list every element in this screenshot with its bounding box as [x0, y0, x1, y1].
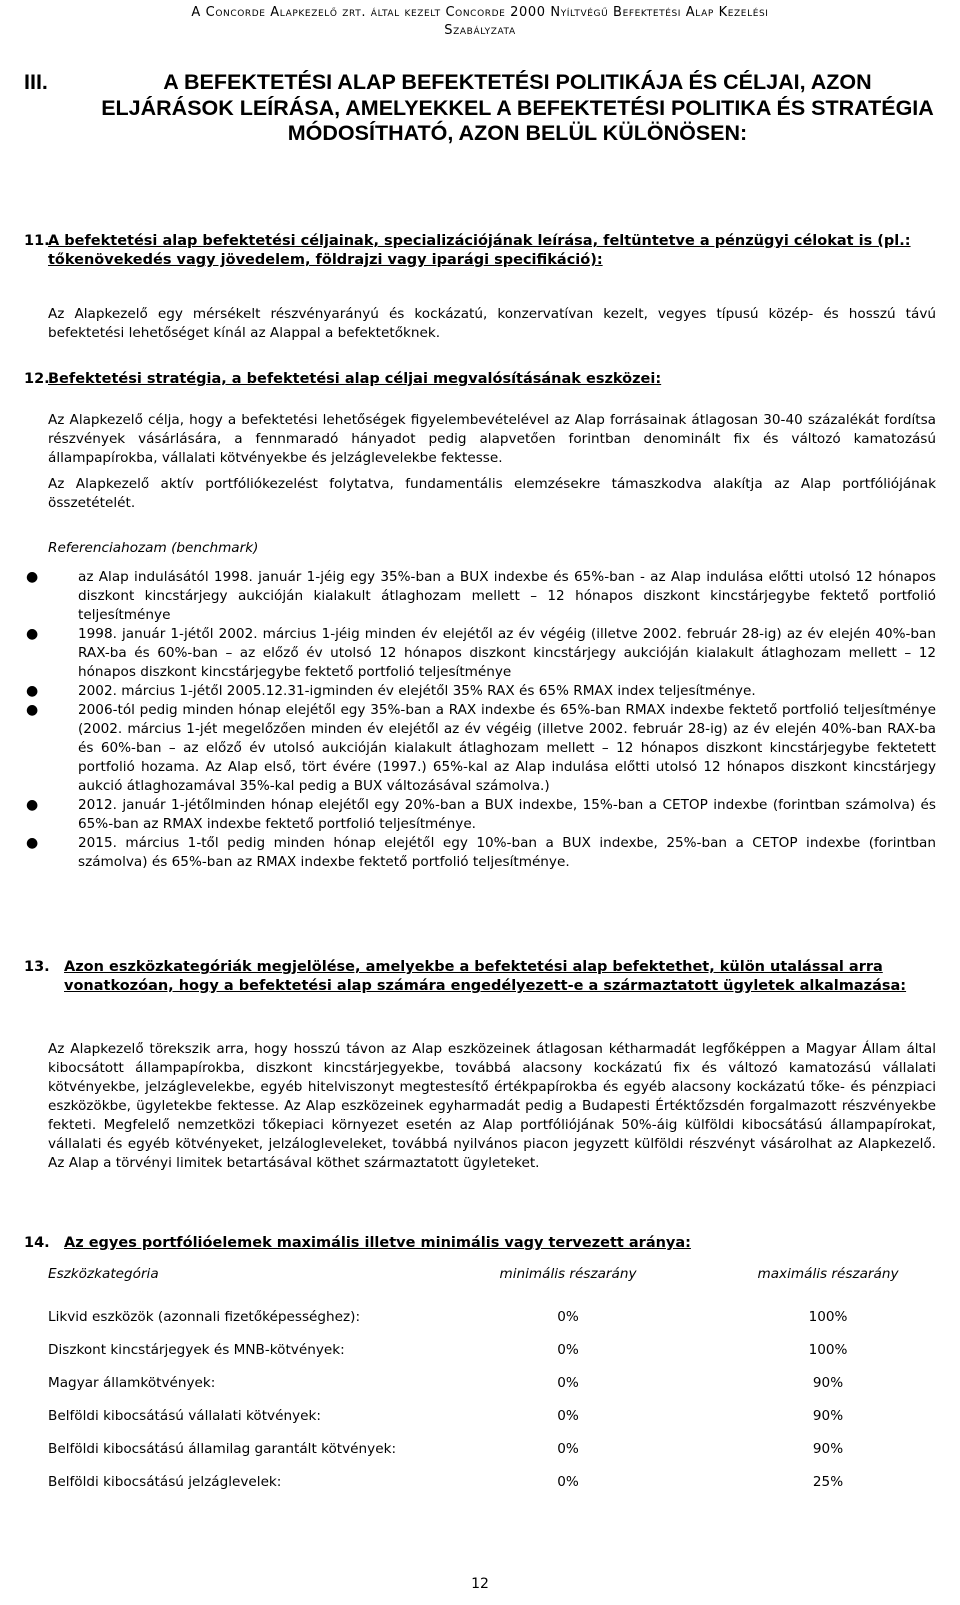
column-header: maximális részarány — [757, 1266, 899, 1282]
header-line-1: A Concorde Alapkezelő zrt. által kezelt Concorde 2000 Nyíltvégű Befektetési Alap Kezelési — [191, 5, 769, 20]
list-item: ● az Alap indulásától 1998. január 1-jéig egy 35%-ban a BUX indexbe és 65%-ban - az Alap indulása előtti utolsó 12 hónapos diszkont kincstárjegy aukcióján kialakult átlaghozam mellett – 12 hónapos diszkont kincstárjegybe fektető portfolió teljesítménye — [26, 569, 936, 623]
bullet-icon: ● — [26, 797, 39, 813]
table-cell: 0% — [557, 1342, 579, 1358]
bullet-icon: ● — [26, 835, 39, 851]
table-row — [48, 1474, 928, 1507]
section-heading: A BEFEKTETÉSI ALAP BEFEKTETÉSI POLITIKÁJA ÉS CÉLJAI, AZON ELJÁRÁSOK LEÍRÁSA, AMELYEKKEL A BEFEKTETÉSI POLITIKA ÉS STRATÉGIA MÓDOSÍTHATÓ, AZON BELÜL KÜLÖNÖSEN: — [101, 70, 934, 145]
table-cell: Belföldi kibocsátású államilag garantált kötvények: — [48, 1441, 397, 1457]
item-12-heading — [24, 370, 938, 389]
bullet-icon: ● — [26, 626, 39, 642]
table-cell: 0% — [557, 1375, 579, 1391]
list-item: ● 1998. január 1-jétől 2002. március 1-jéig minden év elejétől az év végéig (illetve 2002. február 28-ig) az év elején 40%-ban RAX-ba és 60%-ban – az előző év utolsó 12 hónapos diszkont kincstárjegy aukcióján kialakult átlaghozam mellett – 12 hónapos diszkont kincstárjegybe fektető portfolió teljesítménye — [26, 626, 936, 680]
item-13-heading-text: Azon eszközkategóriák megjelölése, amelyekbe a befektetési alap befektethet, külön utalással arra vonatkozóan, hogy a befektetési alap számára engedélyezett-e a származtatott ügyletek alkalmazása: — [64, 959, 907, 994]
item-11-paragraph: Az Alapkezelő egy mérsékelt részvényarányú és kockázatú, konzervatívan kezelt, vegyes típusú közép- és hosszú távú befektetési lehetőséget kínál az Alappal a befektetőknek. — [48, 306, 936, 341]
table-cell: Belföldi kibocsátású jelzáglevelek: — [48, 1474, 282, 1490]
item-12-number: 12. — [24, 371, 50, 387]
item-13-number: 13. — [24, 959, 50, 975]
benchmark-list — [24, 568, 936, 872]
item-14-heading-text: Az egyes portfólióelemek maximális illetve minimális vagy tervezett aránya: — [64, 1235, 691, 1251]
bullet-icon: ● — [26, 702, 39, 718]
table-cell: 100% — [808, 1309, 848, 1325]
table-cell: 90% — [812, 1375, 844, 1391]
table-cell: Diszkont kincstárjegyek és MNB-kötvények: — [48, 1342, 345, 1358]
table-header-row — [48, 1266, 928, 1299]
item-11-heading-text: A befektetési alap befektetési céljainak, specializációjának leírása, feltüntetve a pénzügyi célokat is (pl.: tőkenövekedés vagy jövedelem, földrajzi vagy iparági specifikáció): — [48, 233, 911, 268]
table-row — [48, 1309, 928, 1342]
portfolio-table — [48, 1266, 928, 1507]
item-12-heading-text: Befektetési stratégia, a befektetési alap céljai megvalósításának eszközei: — [48, 371, 662, 387]
column-header: Eszközkategória — [48, 1266, 159, 1282]
page-number: 12 — [471, 1576, 489, 1592]
item-11-heading — [24, 232, 938, 270]
item-12-paragraph-1: Az Alapkezelő célja, hogy a befektetési lehetőségek figyelembevételével az Alap forrásainak átlagosan 30-40 százalékát fordítsa részvények vásárlására, a fennmaradó hányadot pedig alapvetően forintban denominált fix és változó kamatozású állampapírokba, vállalati kötvényekbe és jelzáglevelekbe fektesse. — [48, 412, 936, 466]
table-cell: 90% — [812, 1441, 844, 1457]
list-item: ● 2015. március 1-től pedig minden hónap elejétől egy 10%-ban a BUX indexbe, 25%-ban a CETOP indexbe (forintban számolva) és 65%-ban az RMAX indexbe fektető portfolió teljesítménye. — [26, 835, 936, 870]
item-12-paragraph-2: Az Alapkezelő aktív portfóliókezelést folytatva, fundamentális elemzésekre támaszkodva alakítja az Alap portfóliójának összetételét. — [48, 476, 936, 511]
table-cell: Likvid eszközök (azonnali fizetőképességhez): — [48, 1309, 361, 1325]
table-cell: 0% — [557, 1474, 579, 1490]
table-row — [48, 1375, 928, 1408]
item-13-heading — [24, 958, 938, 996]
header-line-2: Szabályzata — [444, 23, 516, 38]
list-item: ● 2012. január 1-jétőlminden hónap elejétől egy 20%-ban a BUX indexbe, 15%-ban a CETOP indexbe (forintban számolva) és 65%-ban az RMAX indexbe fektető portfolió teljesítménye. — [26, 797, 936, 832]
column-header: minimális részarány — [499, 1266, 637, 1282]
table-row — [48, 1408, 928, 1441]
bullet-icon: ● — [26, 569, 39, 585]
table-cell: Magyar államkötvények: — [48, 1375, 216, 1391]
table-cell: 90% — [812, 1408, 844, 1424]
table-cell: 0% — [557, 1441, 579, 1457]
table-row — [48, 1441, 928, 1474]
table-cell: 100% — [808, 1342, 848, 1358]
table-row — [48, 1342, 928, 1375]
item-13-paragraph: Az Alapkezelő törekszik arra, hogy hosszú távon az Alap eszközeinek átlagosan kétharmadát legfőképpen a Magyar Állam által kibocsátott állampapírokba, diszkont kincstárjegyekbe, továbbá alacsony kockázatú fix és változó kamatozású vállalati kötvényekbe, jelzáglevelekbe, egyéb hitelviszonyt megtestesítő értékpapírokba és egyéb alacsony kockázatú tőke- és pénzpiaci eszközökbe, ügyletekbe fektesse. Az Alap eszközeinek egyharmadát pedig a Budapesti Értéktőzsdén forgalmazott részvényekbe fekteti. Megfelelő nemzetközi tőkepiaci környezet esetén az Alap portfóliójának 50%-áig külföldi kibocsátású állampapírokat, vállalati és egyéb kötvényeket, jelzálogleveleket, továbbá nyilvános piacon jegyzett külföldi részvényt vásárolhat az Alapkezelő. Az Alap a törvényi limitek betartásával köthet származtatott ügyleteket. — [48, 1041, 936, 1171]
running-header — [24, 4, 936, 40]
section-number: III. — [24, 70, 48, 94]
benchmark-label: Referenciahozam (benchmark) — [48, 540, 259, 556]
item-11-number: 11. — [24, 233, 50, 249]
table-cell: 0% — [557, 1309, 579, 1325]
list-item: ● 2002. március 1-jétől 2005.12.31-igminden év elejétől 35% RAX és 65% RMAX index teljesítménye. — [26, 683, 756, 699]
item-14-heading — [24, 1234, 938, 1253]
table-cell: Belföldi kibocsátású vállalati kötvények: — [48, 1408, 321, 1424]
table-cell: 25% — [812, 1474, 844, 1490]
bullet-icon: ● — [26, 683, 39, 699]
item-14-number: 14. — [24, 1235, 50, 1251]
table-cell: 0% — [557, 1408, 579, 1424]
list-item: ● 2006-tól pedig minden hónap elejétől egy 35%-ban a RAX indexbe és 65%-ban RMAX indexbe fektető portfolió teljesítménye (2002. március 1-jét megelőzően minden év elejétől az év végéig (illetve 2002. február 28-ig) az év elején 40%-ban RAX-ba és 60%-ban – az előző év utolsó aukcióján kialakult átlaghozam mellett – 12 hónapos diszkont kincstárjegybe fektetett portfolió hozama. Az Alap első, tört évére (1997.) 65%-kal az Alap indulása előtti utolsó 12 hónapos diszkont kincstárjegy aukció átlaghozamával 35%-kal pedig a BUX változásával számolva.) — [26, 702, 936, 794]
